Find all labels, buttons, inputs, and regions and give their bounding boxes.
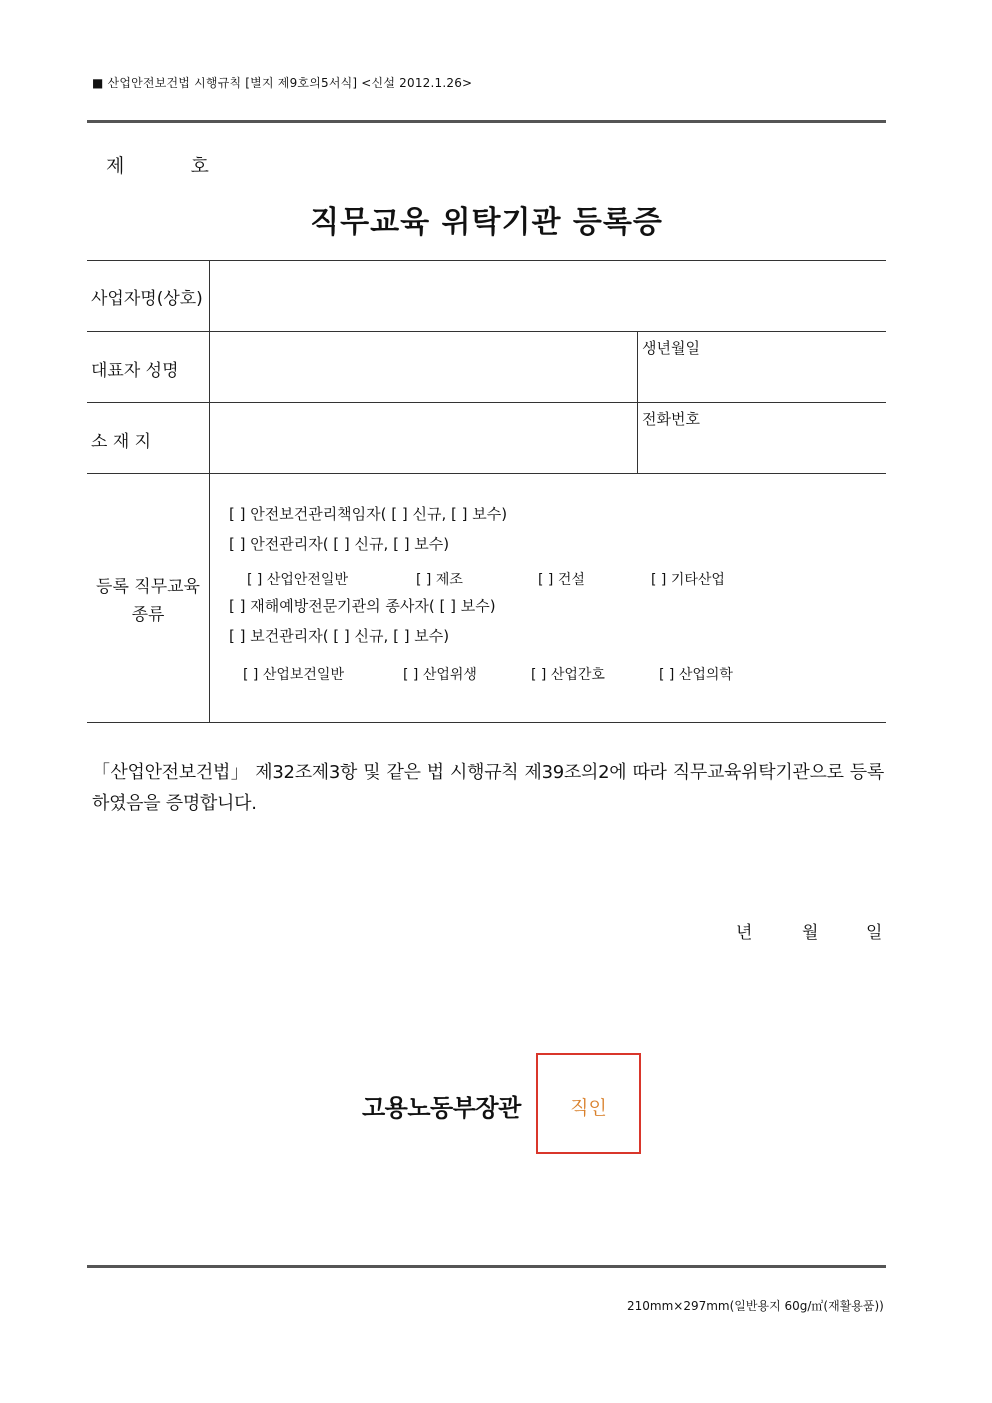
top-divider	[87, 120, 886, 123]
official-seal-box	[536, 1053, 641, 1154]
label-column-divider	[209, 260, 210, 723]
business-name-field[interactable]	[212, 264, 882, 328]
option-construction[interactable]: [ ] 건설	[538, 572, 585, 588]
document-title: 직무교육 위탁기관 등록증	[310, 205, 663, 240]
business-name-label: 사업자명(상호)	[91, 289, 203, 309]
registration-number-label	[106, 151, 209, 178]
option-health-manager[interactable]: [ ] 보건관리자( [ ] 신규, [ ] 보수)	[229, 627, 450, 645]
option-industrial-hygiene[interactable]: [ ] 산업위생	[403, 667, 477, 683]
option-manufacturing[interactable]: [ ] 제조	[416, 572, 463, 588]
representative-name-label: 대표자 성명	[91, 361, 179, 381]
table-row-divider	[87, 402, 886, 403]
bottom-divider	[87, 1265, 886, 1268]
option-other-industry[interactable]: [ ] 기타산업	[651, 572, 725, 588]
number-suffix: 호	[190, 155, 209, 177]
table-top-border	[87, 260, 886, 261]
option-industrial-safety-general[interactable]: [ ] 산업안전일반	[247, 572, 348, 588]
option-safety-health-manager[interactable]: [ ] 안전보건관리책임자( [ ] 신규, [ ] 보수)	[229, 505, 508, 523]
option-safety-manager[interactable]: [ ] 안전관리자( [ ] 신규, [ ] 보수)	[229, 535, 450, 553]
phone-label: 전화번호	[642, 410, 700, 428]
date-day-label: 일	[866, 923, 883, 943]
table-row-divider	[87, 331, 886, 332]
table-row-divider	[87, 473, 886, 474]
training-type-label-line1: 등록 직무교육	[96, 577, 200, 597]
date-month-label: 월	[802, 923, 819, 943]
issuer-title: 고용노동부장관	[362, 1094, 521, 1122]
form-reference-note: ■ 산업안전보건법 시행규칙 [별지 제9호의5서식] <신설 2012.1.26>	[92, 76, 473, 90]
option-disaster-prevention-staff[interactable]: [ ] 재해예방전문기관의 종사자( [ ] 보수)	[229, 597, 496, 615]
table-bottom-border	[87, 722, 886, 723]
number-prefix: 제	[106, 155, 125, 177]
address-label: 소 재 지	[91, 432, 152, 452]
birth-date-label: 생년월일	[642, 339, 700, 357]
phone-field[interactable]	[640, 431, 882, 471]
option-industrial-medicine[interactable]: [ ] 산업의학	[659, 667, 733, 683]
representative-name-field[interactable]	[212, 335, 634, 399]
certification-statement: 「산업안전보건법」 제32조제3항 및 같은 법 시행규칙 제39조의2에 따라 직무교육위탁기관으로 등록하였음을 증명합니다.	[92, 762, 884, 814]
paper-spec-note: 210mm×297mm(일반용지 60g/㎡(재활용품))	[627, 1299, 884, 1313]
address-field[interactable]	[212, 406, 634, 470]
option-industrial-nursing[interactable]: [ ] 산업간호	[531, 667, 605, 683]
right-column-divider	[637, 331, 638, 473]
date-year-label: 년	[736, 923, 753, 943]
seal-label: 직인	[570, 1097, 607, 1119]
birth-date-field[interactable]	[640, 360, 882, 400]
training-type-label-line2: 종류	[131, 605, 165, 625]
option-industrial-health-general[interactable]: [ ] 산업보건일반	[243, 667, 344, 683]
training-type-label	[88, 573, 208, 629]
